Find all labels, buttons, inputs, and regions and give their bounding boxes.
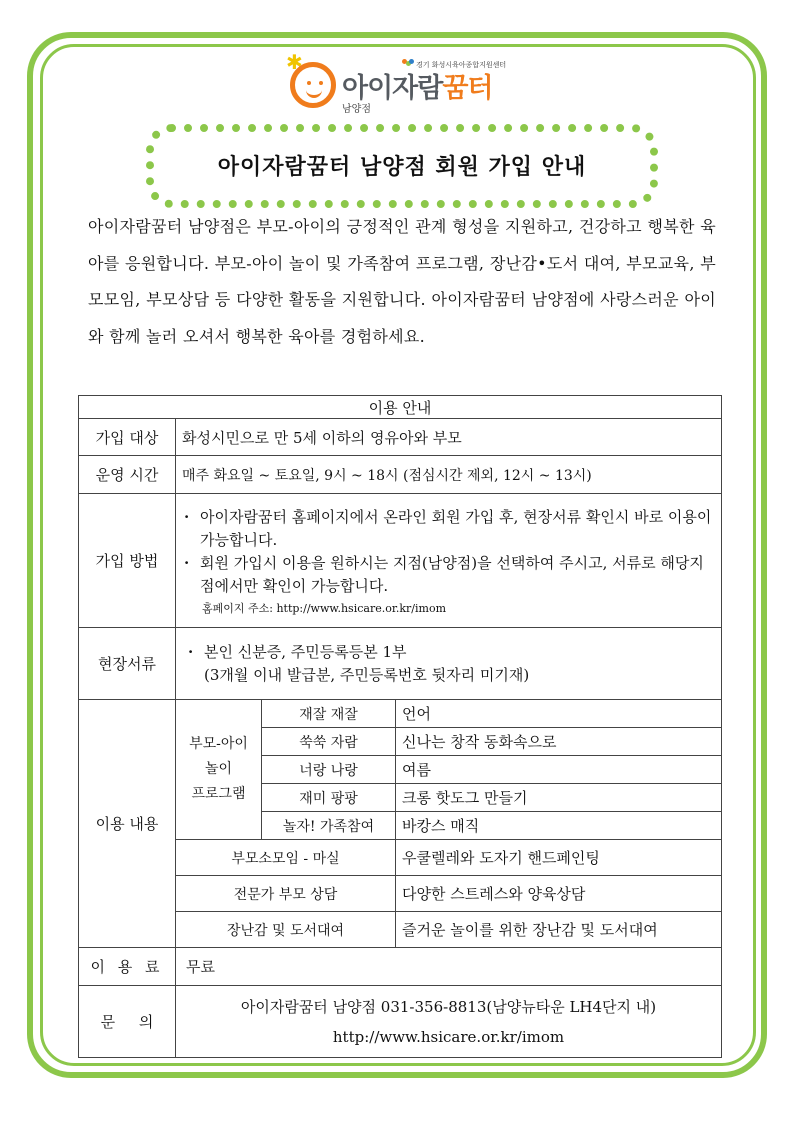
other-name: 부모소모임 - 마실 xyxy=(176,840,396,876)
program-label-line: 프로그램 xyxy=(191,786,246,802)
intro-paragraph: 아이자람꿈터 남양점은 부모-아이의 긍정적인 관계 형성을 지원하고, 건강하고 행복한 육아를 응원합니다. 부모-아이 놀이 및 가족참여 프로그램, 장난감•도서 대여, 부모교육, 부모모임, 부모상담 등 다양한 활동을 지원합니다. 아이자람꿈터 남양점에 사랑스러운 아이와 함께 놀러 오셔서 행복한 육아를 경험하세요. xyxy=(88,217,716,346)
fee-label: 이 용 료 xyxy=(79,948,176,986)
program-name: 재잘 재잘 xyxy=(262,700,396,728)
usage-label: 이용 내용 xyxy=(79,700,176,948)
program-name: 놀자! 가족참여 xyxy=(262,812,396,840)
child-face-icon xyxy=(290,62,336,108)
target-value: 화성시민으로 만 5세 이하의 영유아와 부모 xyxy=(176,419,722,456)
program-content: 바캉스 매직 xyxy=(396,812,722,840)
other-content: 다양한 스트레스와 양육상담 xyxy=(396,876,722,912)
method-item: · 아이자람꿈터 홈페이지에서 온라인 회원 가입 후, 현장서류 확인시 바로 이용이 가능합니다. xyxy=(182,506,715,552)
program-label-line: 부모-아이 xyxy=(189,736,248,752)
other-content: 즐거운 놀이를 위한 장난감 및 도서대여 xyxy=(396,912,722,948)
docs-line1: · 본인 신분증, 주민등록등본 1부 xyxy=(186,641,715,664)
org-mark-icon xyxy=(402,59,412,67)
docs-line2: (3개월 이내 발급분, 주민등록번호 뒷자리 미기재) xyxy=(204,665,530,684)
hours-label: 운영 시간 xyxy=(79,456,176,494)
other-content: 우쿨렐레와 도자기 핸드페인팅 xyxy=(396,840,722,876)
method-value xyxy=(176,494,722,628)
star-icon: ✱ xyxy=(286,50,303,74)
fee-value: 무료 xyxy=(176,948,722,986)
other-name: 전문가 부모 상담 xyxy=(176,876,396,912)
other-name: 장난감 및 도서대여 xyxy=(176,912,396,948)
logo xyxy=(282,52,522,122)
program-group-label xyxy=(176,700,262,840)
logo-branch: 남양점 xyxy=(342,104,371,115)
program-name: 너랑 나랑 xyxy=(262,756,396,784)
logo-org: 경기 화성시육아종합지원센터 xyxy=(416,61,507,69)
method-url: 홈페이지 주소: http://www.hsicare.or.kr/imom xyxy=(202,601,447,615)
method-item: · 회원 가입시 이용을 원하시는 지점(남양점)을 선택하여 주시고, 서류로 해당지점에서만 확인이 가능합니다. xyxy=(182,552,715,598)
program-name: 쑥쑥 자람 xyxy=(262,728,396,756)
contact-phone: 아이자람꿈터 남양점 031-356-8813(남양뉴타운 LH4단지 내) xyxy=(240,997,657,1016)
docs-label: 현장서류 xyxy=(79,628,176,700)
contact-value xyxy=(176,986,722,1058)
contact-url[interactable]: http://www.hsicare.or.kr/imom xyxy=(332,1027,565,1046)
program-content: 신나는 창작 동화속으로 xyxy=(396,728,722,756)
table-header: 이용 안내 xyxy=(79,396,722,419)
program-label-line: 놀이 xyxy=(204,761,233,777)
contact-label: 문 의 xyxy=(79,986,176,1058)
program-content: 크롱 핫도그 만들기 xyxy=(396,784,722,812)
logo-brand-part2: 꿈터 xyxy=(442,73,493,104)
method-label: 가입 방법 xyxy=(79,494,176,628)
target-label: 가입 대상 xyxy=(79,419,176,456)
info-table xyxy=(78,395,722,1058)
hours-value: 매주 화요일 ~ 토요일, 9시 ~ 18시 (점심시간 제외, 12시 ~ 13시) xyxy=(176,456,722,494)
logo-brand-part1: 아이자람 xyxy=(342,73,443,104)
program-name: 재미 팡팡 xyxy=(262,784,396,812)
docs-value xyxy=(176,628,722,700)
page-title: 아이자람꿈터 남양점 회원 가입 안내 xyxy=(217,155,587,180)
program-content: 여름 xyxy=(396,756,722,784)
program-content: 언어 xyxy=(396,700,722,728)
